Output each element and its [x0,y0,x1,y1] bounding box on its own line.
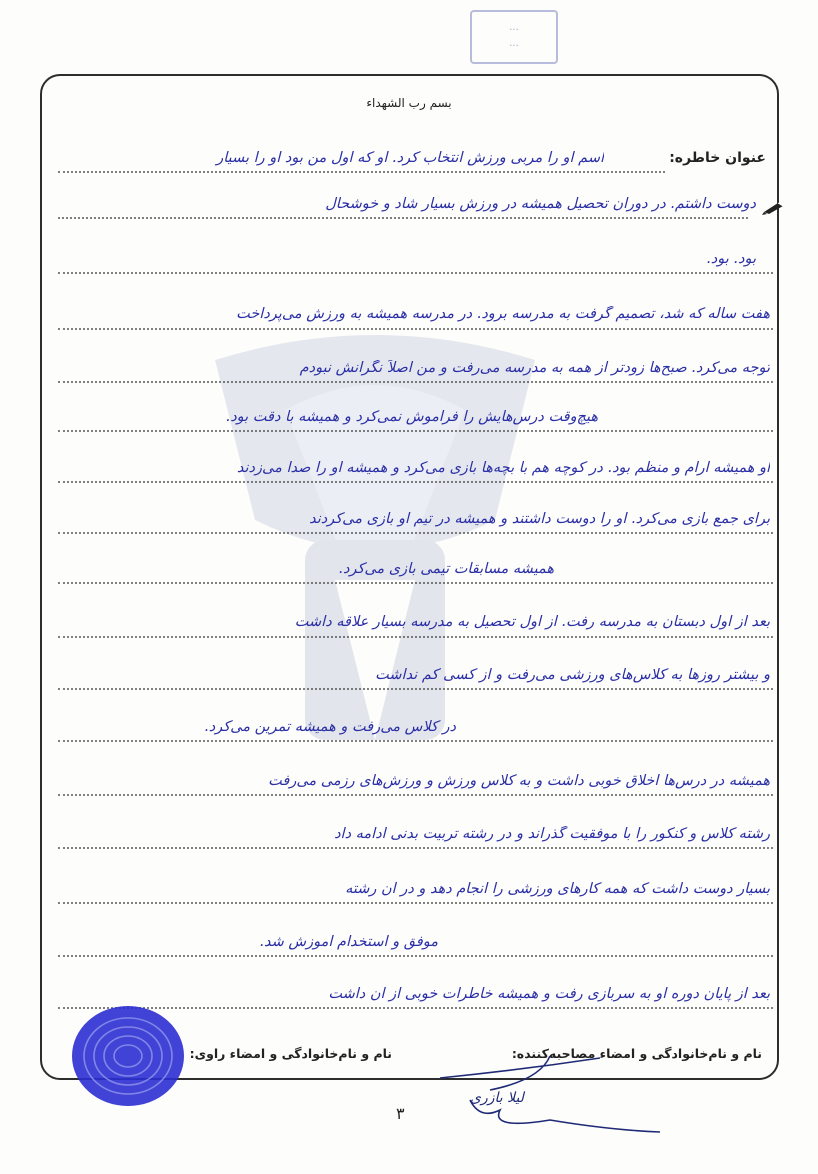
ruled-line [58,481,773,483]
handwritten-line: در کلاس می‌رفت و همیشه تمرین می‌کرد. [204,719,456,735]
form-frame [40,74,779,1080]
page-header: بسم رب الشهداء [366,96,452,110]
archive-stamp [470,10,558,64]
page-number: ۳ [396,1104,405,1123]
narrator-signature-label: نام و نام‌خانوادگی و امضاء راوی: [189,1046,392,1061]
ruled-line [58,328,773,330]
ruled-line [58,636,773,638]
handwritten-line: موفق و استخدام آموزش شد. [259,934,438,950]
handwritten-line: بود. بود. [706,251,756,267]
pen-icon [762,201,786,215]
thumbprint [68,1002,188,1110]
ruled-line [58,171,665,173]
ruled-line [58,381,773,383]
handwritten-line: بعد از پایان دوره او به سربازی رفت و همیشه خاطرات خوبی از آن داشت [328,986,770,1002]
handwritten-line: بسیار دوست داشت که همه کارهای ورزشی را انجام دهد و در آن رشته [345,881,770,897]
handwritten-line: دوست داشتم. در دوران تحصیل همیشه در ورزش بسیار شاد و خوشحال [325,196,756,212]
ruled-line [58,430,773,432]
ruled-line [58,955,773,957]
handwritten-line: همیشه در درس‌ها اخلاق خوبی داشت و به کلاس ورزش و ورزش‌های رزمی می‌رفت [268,773,770,789]
signature-name: لیلا بازری [470,1090,524,1106]
ruled-line [58,582,773,584]
ruled-line [58,902,773,904]
stamp-line-2: ... [509,38,519,49]
ruled-line [58,847,773,849]
handwritten-line: هیچ‌وقت درس‌هایش را فراموش نمی‌کرد و همیشه با دقت بود. [225,409,598,425]
handwritten-line: برای جمع بازی می‌کرد. او را دوست داشتند و همیشه در تیم او بازی می‌کردند [309,511,770,527]
memory-title-label: عنوان خاطره: [669,150,766,166]
ruled-line [58,532,773,534]
stamp-line-1: ... [509,22,519,33]
ruled-line [58,272,773,274]
handwritten-line: هفت ساله که شد، تصمیم گرفت به مدرسه برود. در مدرسه همیشه به ورزش می‌پرداخت [236,306,770,322]
handwritten-line: بعد از اول دبستان به مدرسه رفت. از اول تحصیل به مدرسه بسیار علاقه داشت [294,614,770,630]
handwritten-line: رشته کلاس و کنکور را با موفقیت گذراند و در رشته تربیت بدنی ادامه داد [334,826,770,842]
interviewer-signature [430,1050,670,1140]
handwritten-line: و بیشتر روزها به کلاس‌های ورزشی می‌رفت و از کسی کم نداشت [375,667,770,683]
ruled-line [58,794,773,796]
ruled-line [58,688,773,690]
ruled-line [58,217,748,219]
handwritten-line: همیشه مسابقات تیمی بازی می‌کرد. [338,561,554,577]
handwritten-line: اسم او را مربی ورزش انتخاب کرد. او که اول من بود او را بسیار [216,150,604,166]
ruled-line [58,740,773,742]
handwritten-line: توجه می‌کرد. صبح‌ها زودتر از همه به مدرسه می‌رفت و من اصلاً نگرانش نبودم [299,360,770,376]
handwritten-line: او همیشه آرام و منظم بود. در کوچه هم با بچه‌ها بازی می‌کرد و همیشه او را صدا می‌زدند [236,460,770,476]
interviewer-signature-label: نام و نام‌خانوادگی و امضاء مصاحبه‌کننده: [511,1046,762,1061]
